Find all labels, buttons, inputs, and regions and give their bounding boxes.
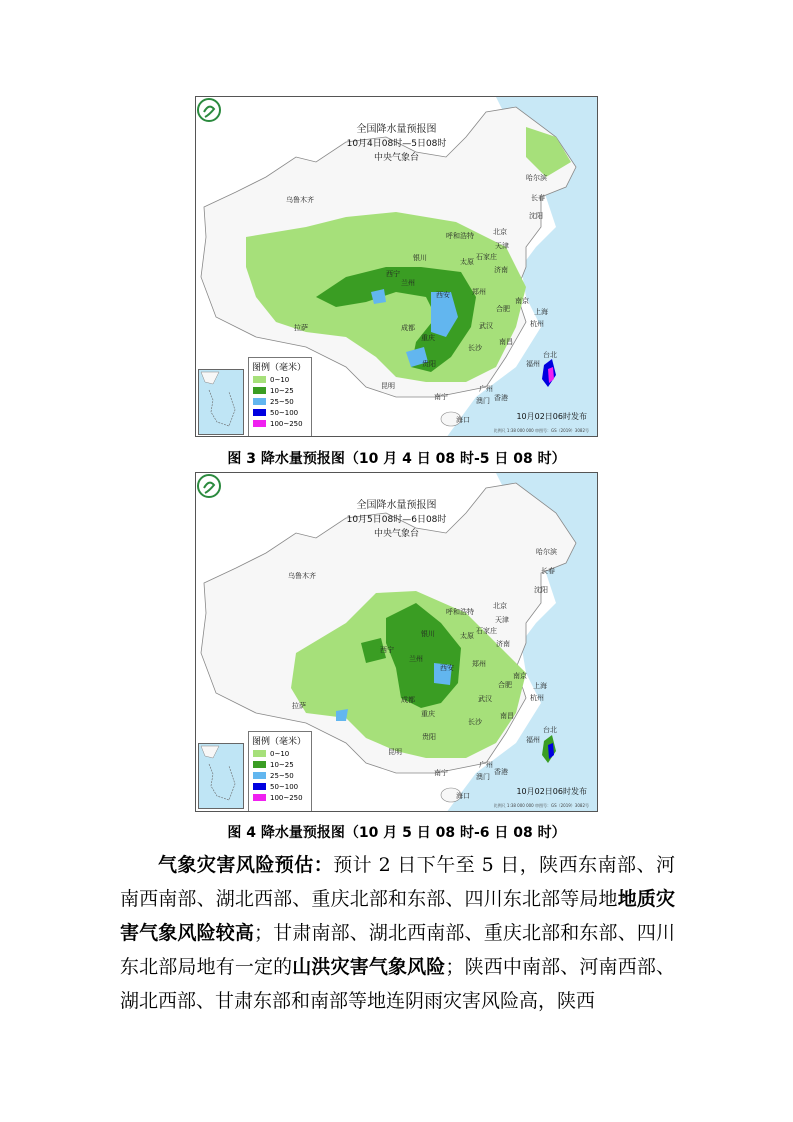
risk-paragraph [120,848,675,1018]
city-label: 长春 [541,567,555,575]
legend-item [253,385,311,396]
precipitation-map-1 [195,96,598,437]
south-china-sea-inset [198,369,244,435]
legend-item [253,781,311,792]
legend-label: 10~25 [270,760,294,769]
map-subtitle: 10月4日08时—5日08时 [346,139,447,149]
city-label: 拉萨 [294,324,308,332]
city-label: 石家庄 [476,627,497,635]
city-label: 广州 [479,385,493,393]
city-label: 南昌 [499,338,513,346]
city-label: 成都 [401,324,415,332]
city-label: 西宁 [386,270,400,278]
city-label: 杭州 [530,694,544,702]
city-label: 郑州 [472,660,486,668]
city-label: 合肥 [496,305,510,313]
city-label: 西安 [440,664,454,672]
map-agency: 中央气象台 [373,529,419,539]
city-label: 海口 [456,792,470,800]
city-label: 贵阳 [422,360,436,368]
city-label: 南京 [513,672,527,680]
city-label: 北京 [493,228,507,236]
paragraph-emphasis: 山洪灾害气象风险 [292,956,446,978]
legend-label: 25~50 [270,771,294,780]
city-label: 南宁 [434,769,448,777]
map-legend [248,357,312,437]
legend-label: 50~100 [270,408,299,417]
city-label: 香港 [494,394,508,402]
legend-swatch [253,409,266,416]
legend-swatch [253,761,266,768]
city-label: 太原 [460,258,474,266]
city-label: 郑州 [472,288,486,296]
precipitation-map-2 [195,472,598,812]
figure-caption-4: 图 4 降水量预报图（10 月 5 日 08 时-6 日 08 时） [227,825,566,841]
map-legend [248,731,312,812]
legend-label: 0~10 [270,375,290,384]
legend-swatch [253,420,266,427]
legend-swatch [253,772,266,779]
map-agency: 中央气象台 [373,153,419,163]
map-title: 全国降水量预报图 [356,500,437,511]
cma-logo-icon [196,473,222,499]
map-title: 全国降水量预报图 [356,124,437,135]
city-label: 重庆 [421,334,435,342]
city-label: 沈阳 [529,212,543,220]
legend-swatch [253,783,266,790]
city-label: 沈阳 [534,586,548,594]
legend-item [253,407,311,418]
legend-item [253,418,311,429]
city-label: 南昌 [500,712,514,720]
city-label: 成都 [401,696,415,704]
city-label: 上海 [534,308,548,316]
legend-swatch [253,794,266,801]
city-label: 南京 [515,297,529,305]
legend-swatch [253,398,266,405]
south-china-sea-inset [198,743,244,809]
city-label: 香港 [494,768,508,776]
city-label: 海口 [456,416,470,424]
legend-item [253,748,311,759]
city-label: 济南 [496,640,510,648]
city-label: 澳门 [476,397,490,405]
city-label: 澳门 [476,773,490,781]
city-label: 天津 [495,242,509,250]
legend-item [253,374,311,385]
city-label: 石家庄 [476,253,497,261]
legend-label: 100~250 [270,419,303,428]
city-label: 武汉 [478,695,492,703]
city-label: 南宁 [434,393,448,401]
city-label: 合肥 [498,681,512,689]
legend-item [253,770,311,781]
city-label: 太原 [460,632,474,640]
city-label: 贵阳 [422,733,436,741]
city-label: 天津 [495,616,509,624]
figure-caption-3: 图 3 降水量预报图（10 月 4 日 08 时-5 日 08 时） [227,451,566,467]
legend-label: 50~100 [270,782,299,791]
paragraph-text: ；陕西中南部、河南西部、湖北西部、甘肃东部和南部等地连阴雨灾害风险高，陕西 [120,956,675,1012]
legend-label: 25~50 [270,397,294,406]
city-label: 银川 [413,254,427,262]
city-label: 兰州 [401,279,415,287]
legend-item [253,759,311,770]
city-label: 广州 [479,761,493,769]
city-label: 昆明 [381,382,395,390]
city-label: 西宁 [380,646,394,654]
publish-time: 10月02日06时发布 [516,787,587,796]
cma-logo-icon [196,97,222,123]
legend-swatch [253,376,266,383]
legend-item [253,792,311,803]
legend-title: 图例（毫米） [252,363,307,373]
legend-label: 0~10 [270,749,290,758]
city-label: 拉萨 [292,702,306,710]
city-label: 长春 [531,194,545,202]
legend-title: 图例（毫米） [252,737,307,747]
paragraph-lead: 气象灾害风险预估： [158,854,334,876]
city-label: 台北 [543,726,557,734]
city-label: 北京 [493,602,507,610]
city-label: 长沙 [468,718,482,726]
city-label: 乌鲁木齐 [288,572,316,580]
map-subtitle: 10月5日08时—6日08时 [346,515,447,525]
city-label: 台北 [543,351,557,359]
legend-item [253,396,311,407]
city-label: 昆明 [388,748,402,756]
city-label: 哈尔滨 [526,174,547,182]
inset-graphic [199,370,243,434]
city-label: 乌鲁木齐 [286,196,314,204]
city-label: 兰州 [409,655,423,663]
city-label: 济南 [494,266,508,274]
city-label: 银川 [421,630,435,638]
map-footer: 比例尺 1:38 000 000 审图号：GS（2019）3082号 [493,803,589,808]
paragraph-emphasis: 地质灾害气象风险较高 [120,888,675,944]
city-label: 福州 [526,360,540,368]
city-label: 呼和浩特 [446,232,474,240]
legend-label: 100~250 [270,793,303,802]
inset-graphic [199,744,243,808]
paragraph-text: ；甘肃南部、湖北西南部、重庆北部和东部、四川东北部局地有一定的 [120,922,675,978]
legend-swatch [253,387,266,394]
city-label: 西安 [436,291,450,299]
city-label: 武汉 [479,322,493,330]
paragraph-text: 预计 2 日下午至 5 日，陕西东南部、河南西南部、湖北西部、重庆北部和东部、四川东北部等局地 [120,854,675,910]
city-label: 长沙 [468,344,482,352]
city-label: 杭州 [530,320,544,328]
city-label: 呼和浩特 [446,608,474,616]
publish-time: 10月02日06时发布 [516,412,587,421]
city-label: 上海 [533,682,547,690]
legend-swatch [253,750,266,757]
legend-label: 10~25 [270,386,294,395]
city-label: 重庆 [421,710,435,718]
city-label: 福州 [526,736,540,744]
map-footer: 比例尺 1:38 000 000 审图号：GS（2019）3082号 [493,428,589,433]
city-label: 哈尔滨 [536,548,557,556]
